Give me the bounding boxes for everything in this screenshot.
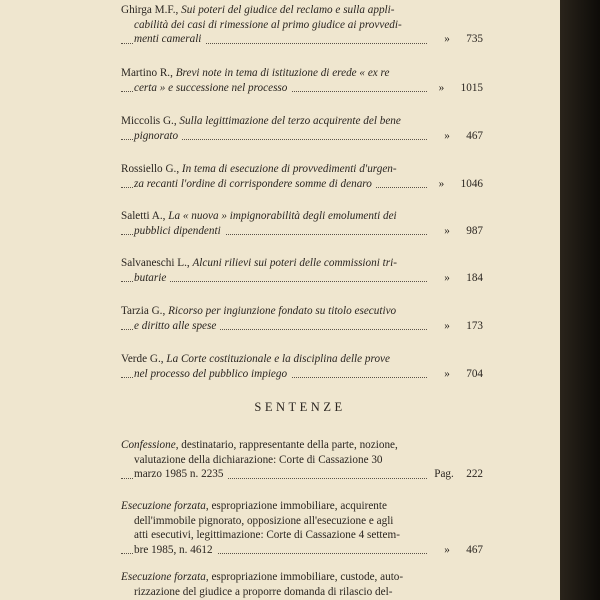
page-number <box>427 81 483 96</box>
entry-line-with-page <box>121 177 483 192</box>
page-value: 184 <box>466 271 483 284</box>
sentenza-entry <box>121 570 483 599</box>
entry-tail-text: marzo 1985 n. 2235 <box>134 468 227 480</box>
page-number <box>427 543 483 558</box>
entry-line <box>121 66 483 81</box>
page-value: 222 <box>466 468 483 481</box>
index-entry <box>121 114 483 143</box>
entry-line <box>121 256 483 271</box>
page-prefix: » <box>444 543 450 556</box>
italic-text: Esecuzione forzata <box>121 571 206 583</box>
italic-text: Sulla legittimazione del terzo acquirente del bene <box>179 115 401 127</box>
page-prefix: » <box>444 224 450 237</box>
page-edge-shadow <box>560 0 600 600</box>
page-prefix: » <box>444 319 450 332</box>
roman-text: Verde G., <box>121 353 167 365</box>
page-value: 1046 <box>460 177 483 190</box>
italic-text: Sui poteri del giudice del reclamo e sulla appli- <box>181 4 395 16</box>
entry-line <box>121 585 483 600</box>
entry-tail-text: za recanti l'ordine di corrispondere somme di denaro <box>134 178 376 190</box>
entry-line <box>121 453 483 468</box>
entry-line <box>121 499 483 514</box>
page-prefix: Pag. <box>434 468 454 481</box>
page-prefix: » <box>444 271 450 284</box>
entry-line-with-page <box>121 271 483 286</box>
roman-text: Saletti A., <box>121 210 169 222</box>
entry-line-with-page <box>121 81 483 96</box>
roman-text: atti esecutivi, legittimazione: Corte di Cassazione 4 settem- <box>134 529 400 542</box>
italic-text: Brevi note in tema di istituzione di erede « ex re <box>175 67 390 79</box>
italic-text: La « nuova » impignorabilità degli emolumenti dei <box>168 210 397 222</box>
page-number <box>427 129 483 144</box>
page-value: 1015 <box>460 81 483 94</box>
page-number <box>427 467 483 482</box>
roman-text: Rossiello G., <box>121 163 182 175</box>
index-entry <box>121 66 483 95</box>
entry-line <box>121 18 483 33</box>
entry-line <box>121 514 483 529</box>
entry-line <box>121 438 483 453</box>
index-entry <box>121 3 483 47</box>
index-entry <box>121 209 483 238</box>
roman-text: rizzazione del giudice a proporre domanda di rilascio del- <box>134 585 393 598</box>
entry-line <box>121 528 483 543</box>
page-value: 987 <box>466 224 483 237</box>
page-number <box>427 271 483 286</box>
roman-text: Martino R., <box>121 67 176 79</box>
italic-text: La Corte costituzionale e la disciplina delle prove <box>166 353 390 365</box>
entry-tail-text: butarie <box>134 272 170 284</box>
entry-line <box>121 162 483 177</box>
page-number <box>427 319 483 334</box>
italic-text: cabilità dei casi di rimessione al primo giudice ai provvedi- <box>134 18 402 31</box>
page-prefix: » <box>444 33 450 46</box>
entry-line <box>121 570 483 585</box>
index-entry <box>121 162 483 191</box>
sentenza-entry <box>121 499 483 557</box>
entry-line <box>121 304 483 319</box>
index-entry <box>121 352 483 381</box>
page-value: 467 <box>466 129 483 142</box>
italic-text: Ricorso per ingiunzione fondato su titolo esecutivo <box>168 305 397 317</box>
entry-tail-text: nel processo del pubblico impiego <box>134 368 291 380</box>
entry-line-with-page <box>121 129 483 144</box>
entry-tail-text: bre 1985, n. 4612 <box>134 544 217 556</box>
page-number <box>427 177 483 192</box>
page-number <box>427 367 483 382</box>
entry-tail-text: pignorato <box>134 130 182 142</box>
page-number <box>427 32 483 47</box>
italic-text: Alcuni rilievi sui poteri delle commissioni tri- <box>192 257 397 269</box>
page-value: 173 <box>466 319 483 332</box>
roman-text: Miccolis G., <box>121 115 180 127</box>
page-prefix: » <box>438 81 445 94</box>
entry-line <box>121 3 483 18</box>
entry-line <box>121 114 483 129</box>
roman-text: dell'immobile pignorato, opposizione all'esecuzione e agli <box>134 514 394 527</box>
entry-line-with-page <box>121 467 483 482</box>
entry-line <box>121 352 483 367</box>
roman-text: Salvaneschi L., <box>121 257 193 269</box>
page-prefix: » <box>444 129 450 142</box>
section-title: SENTENZE <box>254 400 346 414</box>
entry-line-with-page <box>121 319 483 334</box>
index-entry <box>121 304 483 333</box>
entry-tail-text: menti camerali <box>134 33 205 45</box>
sentenza-entry <box>121 438 483 482</box>
entry-tail-text: certa » e successione nel processo <box>134 82 291 94</box>
entry-line-with-page <box>121 367 483 382</box>
roman-text: Tarzia G., <box>121 305 169 317</box>
page-value: 704 <box>466 367 483 380</box>
roman-text: Ghirga M.F., <box>121 4 182 16</box>
italic-text: Confessione <box>121 439 176 451</box>
index-entry <box>121 256 483 285</box>
roman-text: , espropriazione immobiliare, acquirente <box>205 500 387 512</box>
roman-text: , espropriazione immobiliare, custode, auto- <box>205 571 404 583</box>
entry-line-with-page <box>121 224 483 239</box>
roman-text: valutazione della dichiarazione: Corte di Cassazione 30 <box>134 453 383 466</box>
page-prefix: » <box>444 367 450 380</box>
page-number <box>427 224 483 239</box>
page-prefix: » <box>438 177 445 190</box>
entry-line <box>121 209 483 224</box>
entry-line-with-page <box>121 543 483 558</box>
entry-line-with-page <box>121 32 483 47</box>
italic-text: In tema di esecuzione di provvedimenti d'urgen- <box>181 163 397 175</box>
italic-text: Esecuzione forzata <box>121 500 206 512</box>
page-value: 467 <box>466 543 483 556</box>
entry-tail-text: e diritto alle spese <box>134 320 220 332</box>
entry-tail-text: pubblici dipendenti <box>134 225 225 237</box>
page-value: 735 <box>466 33 483 46</box>
roman-text: , destinatario, rappresentante della parte, nozione, <box>175 439 398 451</box>
